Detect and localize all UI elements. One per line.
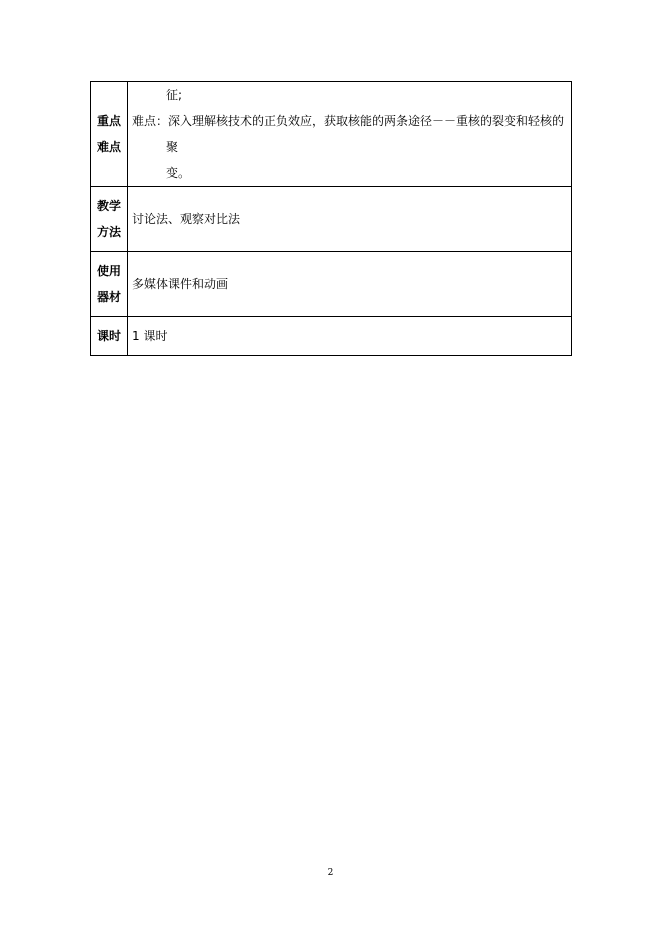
label-equipment [91,252,128,317]
content-key-difficult-points [128,82,572,187]
table-row-teaching-method [91,187,572,252]
label-line: 使用 [96,264,121,278]
lesson-plan-table [90,81,572,356]
content-teaching-method: 讨论法、观察对比法 [128,187,572,252]
content-line: 变。 [166,166,191,180]
content-line: 难点：深入理解核技术的正负效应，获取核能的两条途径－－重核的裂变和轻核的聚 [132,114,565,154]
content-line: 征; [166,88,183,102]
label-key-difficult-points [91,82,128,187]
table-row-key-points [91,82,572,187]
table-row-equipment [91,252,572,317]
label-line: 重点 [96,114,121,128]
label-line: 器材 [96,290,121,304]
table-row-class-hours [91,317,572,356]
label-class-hours: 课时 [91,317,128,356]
label-teaching-method [91,187,128,252]
content-class-hours: 1 课时 [128,317,572,356]
label-line: 教学 [96,199,121,213]
page-number: 2 [327,868,334,878]
label-line: 难点 [96,140,121,154]
label-line: 方法 [96,225,121,239]
content-equipment: 多媒体课件和动画 [128,252,572,317]
